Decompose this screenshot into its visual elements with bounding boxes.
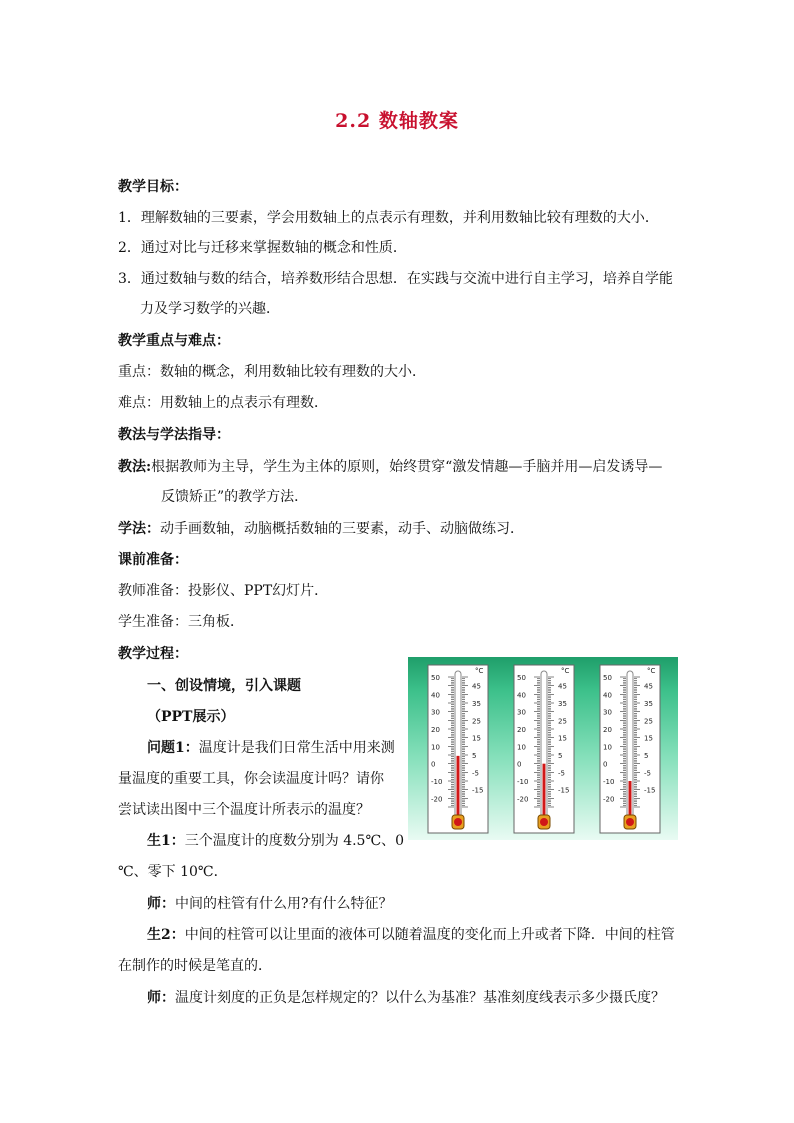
scale-label-right: 25 [472,717,481,726]
learning-method [118,519,524,539]
section-heading: 一、创设情境，引入课题 [147,678,301,694]
ppt-note: （PPT展示） [147,709,235,725]
thermometer-bulb [540,818,548,826]
goal-item-2: 2．通过对比与迁移来掌握数轴的概念和性质． [118,240,407,256]
student-answer-1-cont: ℃、零下 10℃． [118,864,228,880]
scale-label-right: 5 [644,752,649,760]
learning-method-text: 动手画数轴，动脑概括数轴的三要素，动手、动脑做练习． [160,521,524,537]
student-prep: 学生准备：三角板． [118,614,244,630]
thermometer-bulb [626,818,634,826]
scale-label-left: 40 [517,691,526,700]
difficulty-point: 难点：用数轴上的点表示有理数． [118,395,328,411]
scale-label-left: -10 [603,778,615,786]
key-point: 重点：数轴的概念，利用数轴比较有理数的大小． [118,364,426,380]
teaching-method-text: 根据教师为主导，学生为主体的原则，始终贯穿“激发情趣—手脑并用—启发诱导— [151,459,663,475]
student-answer-1-label: 生1： [147,833,185,849]
scale-label-left: 20 [517,726,526,734]
student-answer-2 [147,925,675,945]
teacher-question-1 [147,894,393,914]
student-answer-1-text: 三个温度计的度数分别为 4.5℃、0 [184,833,405,849]
scale-label-left: 40 [431,691,440,700]
scale-label-right: 25 [558,717,567,726]
teacher-question-1-text: 中间的柱管有什么用?有什么特征？ [175,896,393,912]
thermometers-illustration [408,657,678,840]
scale-label-left: 50 [603,674,612,682]
teacher-question-1-label: 师： [147,896,175,912]
scale-label-left: 50 [517,674,526,682]
unit-label: °C [475,667,484,675]
unit-label: °C [561,667,570,675]
teaching-method-label: 教法: [118,459,152,475]
learning-method-label: 学法： [118,521,160,537]
question-1-cont-2: 尝试读出图中三个温度计所表示的温度？ [118,802,370,818]
scale-label-right: 35 [472,700,481,708]
goal-item-1: 1．理解数轴的三要素，学会用数轴上的点表示有理数，并利用数轴比较有理数的大小． [118,210,659,226]
scale-label-right: -5 [472,769,479,778]
scale-label-left: 30 [431,708,440,717]
question-1-cont-1: 量温度的重要工具，你会读温度计吗？请你 [118,771,384,787]
teacher-question-2-label: 师： [147,990,175,1006]
thermometer-liquid [629,781,632,817]
thermometers-figure [408,657,678,840]
teacher-question-2 [147,988,665,1008]
scale-label-left: 50 [431,674,440,682]
scale-label-left: 10 [517,743,526,752]
scale-label-left: 0 [517,760,522,769]
question-1 [147,738,395,758]
page-title: 2.2 数轴教案 [335,110,459,132]
key-points-heading: 教学重点与难点： [118,333,230,349]
scale-label-right: 35 [644,700,653,708]
thermometer-bulb [454,818,462,826]
scale-label-left: -10 [431,778,443,786]
scale-label-left: 0 [431,760,436,769]
scale-label-right: 25 [644,717,653,726]
scale-label-right: 5 [472,752,477,760]
scale-label-left: -20 [517,795,529,804]
scale-label-left: -10 [517,778,529,786]
scale-label-right: 35 [558,700,567,708]
scale-label-right: -15 [472,786,484,795]
teaching-method-cont: 反馈矫正”的教学方法． [161,489,309,505]
teaching-method [118,457,662,477]
scale-label-right: 45 [472,682,481,691]
scale-label-right: 15 [558,734,567,743]
scale-label-right: -5 [558,769,565,778]
scale-label-left: 0 [603,760,608,769]
scale-label-left: 10 [431,743,440,752]
scale-label-right: 15 [472,734,481,743]
thermometer-2 [514,665,574,833]
goal-item-3-cont: 力及学习数学的兴趣． [140,301,280,317]
question-1-text: 温度计是我们日常生活中用来测 [198,740,395,756]
student-answer-2-text: 中间的柱管可以让里面的液体可以随着温度的变化而上升或者下降．中间的柱管 [184,927,675,943]
student-answer-1 [147,831,404,851]
scale-label-left: 30 [603,708,612,717]
scale-label-right: 45 [558,682,567,691]
unit-label: °C [647,667,656,675]
thermometer-3 [600,665,660,833]
question-1-label: 问题1： [147,740,199,756]
scale-label-right: 5 [558,752,563,760]
scale-label-left: 10 [603,743,612,752]
teacher-question-2-text: 温度计刻度的正负是怎样规定的？以什么为基准？基准刻度线表示多少摄氏度？ [175,990,665,1006]
scale-label-left: 40 [603,691,612,700]
thermometer-liquid [457,756,460,817]
methods-heading: 教法与学法指导： [118,427,230,443]
thermometer-liquid [543,764,546,817]
student-answer-2-label: 生2： [147,927,185,943]
scale-label-right: 45 [644,682,653,691]
student-answer-2-cont: 在制作的时候是笔直的． [118,958,272,974]
scale-label-right: -15 [644,786,656,795]
scale-label-right: 15 [644,734,653,743]
scale-label-left: 20 [431,726,440,734]
scale-label-right: -15 [558,786,570,795]
prep-heading: 课前准备： [118,552,188,568]
process-heading: 教学过程： [118,646,188,662]
scale-label-right: -5 [644,769,651,778]
thermometer-1 [428,665,488,833]
goals-heading: 教学目标： [118,179,188,195]
scale-label-left: 30 [517,708,526,717]
scale-label-left: -20 [431,795,443,804]
scale-label-left: -20 [603,795,615,804]
scale-label-left: 20 [603,726,612,734]
teacher-prep: 教师准备：投影仪、PPT幻灯片． [118,583,329,599]
goal-item-3: 3．通过数轴与数的结合，培养数形结合思想．在实践与交流中进行自主学习，培养自学能 [118,271,673,287]
